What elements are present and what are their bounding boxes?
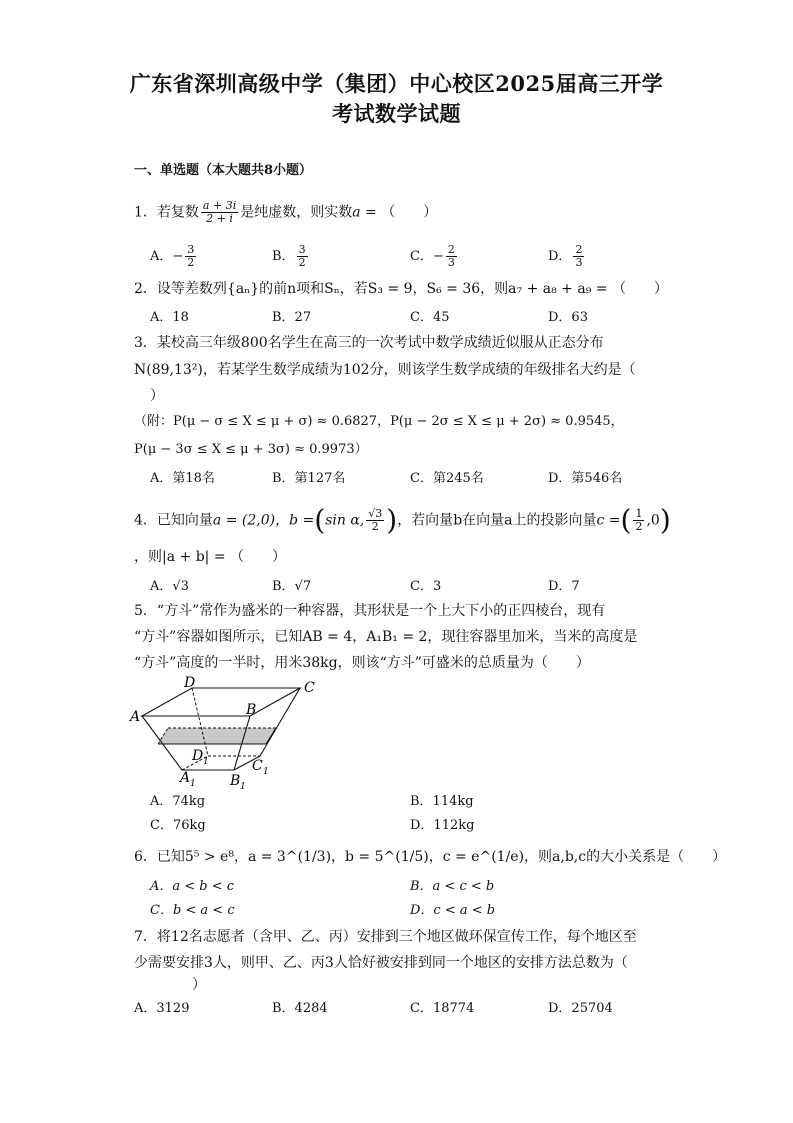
q6-option-d: D．c < a < b — [410, 903, 496, 918]
q2-option-d: D．63 — [548, 310, 588, 325]
q4-c-paren-open: ( — [620, 503, 632, 537]
question-5-line3: “方斗”高度的一半时，用米38kg，则该“方斗”可盛米的总质量为（ ） — [134, 655, 590, 671]
q1-b-den: 2 — [298, 256, 306, 269]
q2-option-b: B．27 — [272, 310, 312, 325]
q4-c-vec: c = — [596, 512, 621, 529]
q3-option-d: D．第546名 — [548, 471, 623, 486]
label-A1-sub: 1 — [190, 779, 196, 789]
question-2: 2．设等差数列{aₙ}的前n项和Sₙ，若S₃ = 9，S₆ = 36，则a₇ + a₈ + a₉ = （ ） — [134, 281, 668, 297]
q1-d-frac — [573, 244, 584, 269]
q1-d-num: 2 — [575, 243, 583, 256]
q6-option-a: A．a < b < c — [150, 879, 235, 894]
q1-a-frac — [185, 244, 196, 269]
q1-d-label: D． — [548, 249, 572, 264]
label-D: D — [184, 675, 196, 691]
label-C: C — [304, 680, 315, 696]
q1-a-label: A． — [150, 249, 173, 264]
question-5-line1: 5．“方斗”常作为盛米的一种容器，其形状是一个上大下小的正四棱台，现有 — [134, 603, 606, 619]
q1-var: a — [352, 204, 361, 221]
q4-b-vec: b = — [289, 512, 315, 529]
q1-b-num: 3 — [298, 243, 306, 256]
q4-p2: ，若向量 — [397, 512, 454, 529]
q1-option-b — [272, 244, 310, 269]
q1-c-frac — [446, 244, 457, 269]
q2-option-c: C．45 — [410, 310, 450, 325]
q2-option-a: A．18 — [150, 310, 189, 325]
question-5-line2: “方斗”容器如图所示，已知AB = 4，A₁B₁ = 2，现往容器里加米，当米的高度是 — [134, 629, 638, 645]
q4-p3: b在向量a上的投影向量 — [453, 512, 597, 529]
q5-option-b: B．114kg — [410, 794, 474, 809]
q1-frac-num: a + 3i — [202, 199, 237, 212]
q1-option-a — [150, 244, 198, 269]
question-4 — [134, 503, 671, 537]
question-4-line2: ，则|a + b| = （ ） — [134, 549, 287, 565]
label-A: A — [130, 709, 141, 725]
q7-option-c: C．18774 — [410, 1001, 475, 1016]
q3-option-b: B．第127名 — [272, 471, 346, 486]
question-3-note2: P(μ − 3σ ≤ X ≤ μ + 3σ) ≈ 0.9973） — [134, 442, 368, 457]
q1-fraction — [201, 200, 238, 225]
q7-option-a: A．3129 — [134, 1001, 190, 1016]
q1-frac-den: 2 + i — [206, 212, 233, 225]
q4-p1: 4．已知向量 — [134, 512, 213, 529]
label-C1: C — [252, 758, 263, 774]
q1-prefix: 1．若复数 — [134, 204, 199, 221]
label-A1: A — [180, 770, 191, 786]
q1-c-sign: − — [432, 249, 444, 264]
q4-b-val: sin α, — [325, 512, 365, 529]
q1-c-num: 2 — [447, 243, 455, 256]
q4-option-b: B．√7 — [272, 579, 312, 594]
q1-a-num: 3 — [187, 243, 195, 256]
label-D1: D — [192, 748, 204, 764]
q4-b-paren-close: ) — [386, 503, 398, 537]
q1-suffix: 是纯虚数，则实数 — [240, 204, 353, 221]
q5-option-d: D．112kg — [410, 818, 475, 833]
label-C1-sub: 1 — [263, 767, 269, 777]
q4-option-a: A．√3 — [150, 579, 189, 594]
q1-a-den: 2 — [187, 256, 195, 269]
q4-b-den: 2 — [371, 520, 379, 533]
q4-c-frac — [633, 508, 644, 533]
question-3-line1: 3．某校高三年级800名学生在高三的一次考试中数学成绩近似服从正态分布 — [134, 335, 604, 351]
q1-option-d — [548, 244, 586, 269]
q4-c-paren-close: ) — [659, 503, 671, 537]
q4-b-paren-open: ( — [314, 503, 326, 537]
exam-title-line1: 广东省深圳高级中学（集团）中心校区2025届高三开学 — [129, 71, 664, 96]
q1-b-label: B． — [272, 249, 295, 264]
question-3-line2: N(89,13²)，若某学生数学成绩为102分，则该学生数学成绩的年级排名大约是（ — [134, 362, 636, 378]
label-B1: B — [230, 773, 241, 789]
section-heading: 一、单选题（本大题共8小题） — [134, 163, 313, 178]
q4-option-c: C．3 — [410, 579, 442, 594]
label-B1-sub: 1 — [240, 782, 246, 792]
question-7-line3: ） — [192, 977, 206, 993]
label-D1-sub: 1 — [203, 757, 209, 767]
q1-tail: = （ ） — [360, 204, 438, 221]
q1-b-frac — [297, 244, 308, 269]
question-6: 6．已知5⁵ > e⁸，a = 3^(1/3)，b = 5^(1/5)，c = e^(1/e)，则a,b,c的大小关系是（ ） — [134, 849, 727, 865]
q5-option-a: A．74kg — [150, 794, 206, 809]
question-3-line3: ） — [150, 388, 164, 404]
q1-c-den: 3 — [447, 256, 455, 269]
frustum-diagram — [128, 674, 328, 792]
q4-a-vec: a = (2,0)， — [212, 512, 290, 529]
exam-title-line2: 考试数学试题 — [332, 101, 461, 126]
q1-option-c — [410, 244, 459, 269]
q6-option-c: C．b < a < c — [150, 903, 235, 918]
question-7-line1: 7．将12名志愿者（含甲、乙、丙）安排到三个地区做环保宣传工作，每个地区至 — [134, 929, 637, 945]
q4-option-d: D．7 — [548, 579, 580, 594]
q4-c-num: 1 — [635, 507, 643, 520]
q7-option-d: D．25704 — [548, 1001, 613, 1016]
question-3-note1: （附：P(μ − σ ≤ X ≤ μ + σ) ≈ 0.6827，P(μ − 2σ ≤ X ≤ μ + 2σ) ≈ 0.9545， — [134, 414, 624, 429]
q1-a-sign: − — [172, 249, 184, 264]
q4-c-tail: ,0 — [646, 512, 660, 529]
q1-d-den: 3 — [575, 256, 583, 269]
q4-b-frac — [366, 508, 384, 533]
q3-option-a: A．第18名 — [150, 471, 215, 486]
q3-option-c: C．第245名 — [410, 471, 484, 486]
q6-option-b: B．a < c < b — [410, 879, 495, 894]
q1-c-label: C． — [410, 249, 433, 264]
question-1 — [134, 200, 437, 225]
q4-b-num: √3 — [368, 507, 383, 520]
q4-c-den: 2 — [635, 520, 643, 533]
label-B: B — [246, 702, 257, 718]
q5-option-c: C．76kg — [150, 818, 206, 833]
question-7-line2: 少需要安排3人，则甲、乙、丙3人恰好被安排到同一个地区的安排方法总数为（ — [134, 955, 628, 971]
q7-option-b: B．4284 — [272, 1001, 328, 1016]
